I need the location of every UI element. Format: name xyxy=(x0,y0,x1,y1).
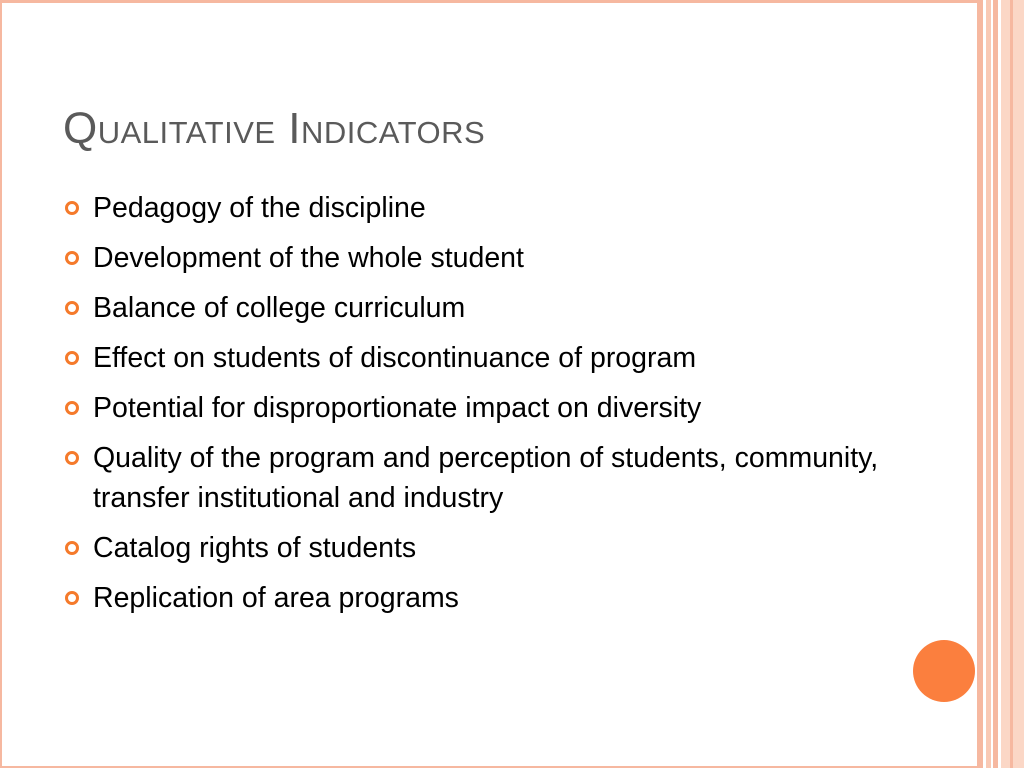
decorative-stripe xyxy=(993,0,998,768)
bullet-text: Effect on students of discontinuance of program xyxy=(93,342,697,374)
decorative-stripe xyxy=(977,0,983,768)
bullet-text: Balance of college curriculum xyxy=(93,292,466,324)
bullet-text: Potential for disproportionate impact on diversity xyxy=(93,392,702,424)
bullet-circle-icon xyxy=(65,401,79,415)
bullet-text: Development of the whole student xyxy=(93,242,524,274)
bullet-item xyxy=(63,578,923,618)
bullet-item xyxy=(63,238,923,278)
decorative-orange-circle xyxy=(913,640,975,702)
bullet-item xyxy=(63,438,923,518)
slide-border-left xyxy=(0,0,2,768)
decorative-right-stripes xyxy=(977,0,1024,768)
bullet-item xyxy=(63,528,923,568)
bullet-circle-icon xyxy=(65,201,79,215)
decorative-stripe xyxy=(1010,0,1013,768)
decorative-stripe xyxy=(986,0,991,768)
slide-border-top xyxy=(0,0,977,3)
bullet-item xyxy=(63,388,923,428)
bullet-item xyxy=(63,288,923,328)
bullet-circle-icon xyxy=(65,251,79,265)
bullet-circle-icon xyxy=(65,451,79,465)
bullet-text: Quality of the program and perception of students, community, transfer institutional and industry xyxy=(93,442,879,514)
bullet-text: Pedagogy of the discipline xyxy=(93,192,426,224)
bullet-text: Replication of area programs xyxy=(93,582,459,614)
bullet-item xyxy=(63,188,923,228)
bullet-list xyxy=(63,188,923,628)
bullet-circle-icon xyxy=(65,301,79,315)
bullet-circle-icon xyxy=(65,541,79,555)
slide-title: Qualitative Indicators xyxy=(63,104,486,153)
bullet-circle-icon xyxy=(65,351,79,365)
bullet-text: Catalog rights of students xyxy=(93,532,417,564)
bullet-circle-icon xyxy=(65,591,79,605)
bullet-item xyxy=(63,338,923,378)
